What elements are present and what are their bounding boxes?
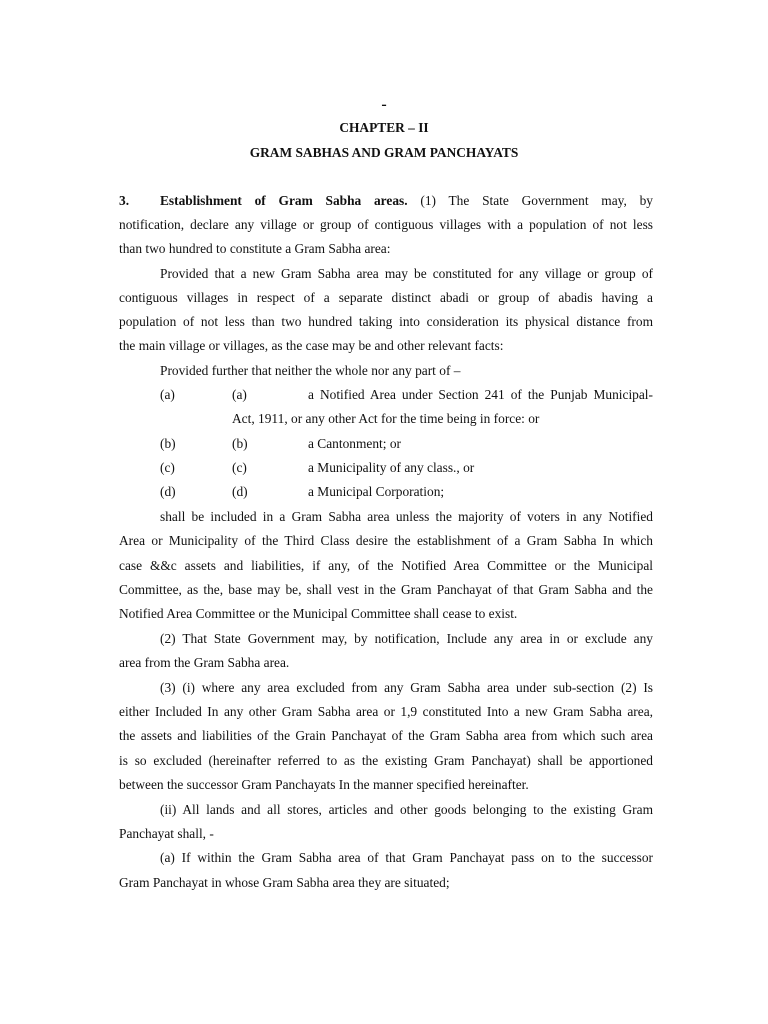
after-items-line-4: Committee, as the, base may be, shall vest in the Gram Panchayat of that Gram Sabha and the [119,582,653,597]
proviso-1-line-1: Provided that a new Gram Sabha area may be constituted for any village or group of [160,266,653,281]
item-label: (c) [160,460,175,475]
after-items-line-1: shall be included in a Gram Sabha area unless the majority of voters in any Notified [160,509,653,524]
after-items-line-3: case &&c assets and liabilities, if any, of the Notified Area Committee or the Municipal [119,558,653,573]
subsection-2-line-1: (2) That State Government may, by notification, Include any area in or exclude any [160,631,653,646]
chapter-label: CHAPTER – II [339,120,429,135]
item-label: (d) [232,484,248,499]
section-3-line-2: notification, declare any village or group of contiguous villages with a population of not less [119,217,653,232]
clause-ii-line-1: (ii) All lands and all stores, articles and other goods belonging to the existing Gram [160,802,653,817]
section-heading: Establishment of Gram Sabha areas. [160,193,408,208]
section-3-line-3: than two hundred to constitute a Gram Sabha area: [119,241,391,256]
clause-ii-a-line-1: (a) If within the Gram Sabha area of that Gram Panchayat pass on to the successor [160,850,653,865]
item-label: (a) [160,387,175,402]
clause-ii-line-2: Panchayat shall, - [119,826,214,841]
item-text: a Municipality of any class., or [308,460,475,475]
item-label: (a) [232,387,247,402]
item-continuation: Act, 1911, or any other Act for the time being in force: or [232,411,540,426]
subsection-3-line-1: (3) (i) where any area excluded from any Gram Sabha area under sub-section (2) Is [160,680,653,695]
chapter-title: GRAM SABHAS AND GRAM PANCHAYATS [249,145,519,160]
item-text: a Municipal Corporation; [308,484,445,499]
item-label: (b) [160,436,176,451]
proviso-1-line-4: the main village or villages, as the case may be and other relevant facts: [119,338,504,353]
item-label: (c) [232,460,247,475]
proviso-2-line-1: Provided further that neither the whole nor any part of – [160,363,461,378]
subsection-3-line-5: between the successor Gram Panchayats In the manner specified hereinafter. [119,777,529,792]
after-items-line-5: Notified Area Committee or the Municipal Committee shall cease to exist. [119,606,518,621]
section-number: 3. [119,193,130,208]
header-dash: - [381,96,387,113]
subsection-2-line-2: area from the Gram Sabha area. [119,655,290,670]
item-text: a Cantonment; or [308,436,401,451]
item-label: (d) [160,484,176,499]
clause-ii-a-line-2: Gram Panchayat in whose Gram Sabha area they are situated; [119,875,450,890]
section-heading-line [160,192,653,210]
subsection-3-line-2: either Included In any other Gram Sabha area or 1,9 constituted Into a new Gram Sabha area, [119,704,653,719]
item-label: (b) [232,436,248,451]
after-items-line-2: Area or Municipality of the Third Class desire the establishment of a Gram Sabha In which [119,533,653,548]
subsection-3-line-4: is so excluded (hereinafter referred to as the existing Gram Panchayat) shall be apportioned [119,753,653,768]
proviso-1-line-2: contiguous villages in respect of a separate distinct abadi or group of abadis having a [119,290,653,305]
item-text: a Notified Area under Section 241 of the Punjab Municipal- [308,387,653,402]
section-text: (1) The State Government may, by [420,193,653,208]
proviso-1-line-3: population of not less than two hundred taking into consideration its physical distance from [119,314,653,329]
subsection-3-line-3: the assets and liabilities of the Grain Panchayat of the Gram Sabha area from which such area [119,728,653,743]
